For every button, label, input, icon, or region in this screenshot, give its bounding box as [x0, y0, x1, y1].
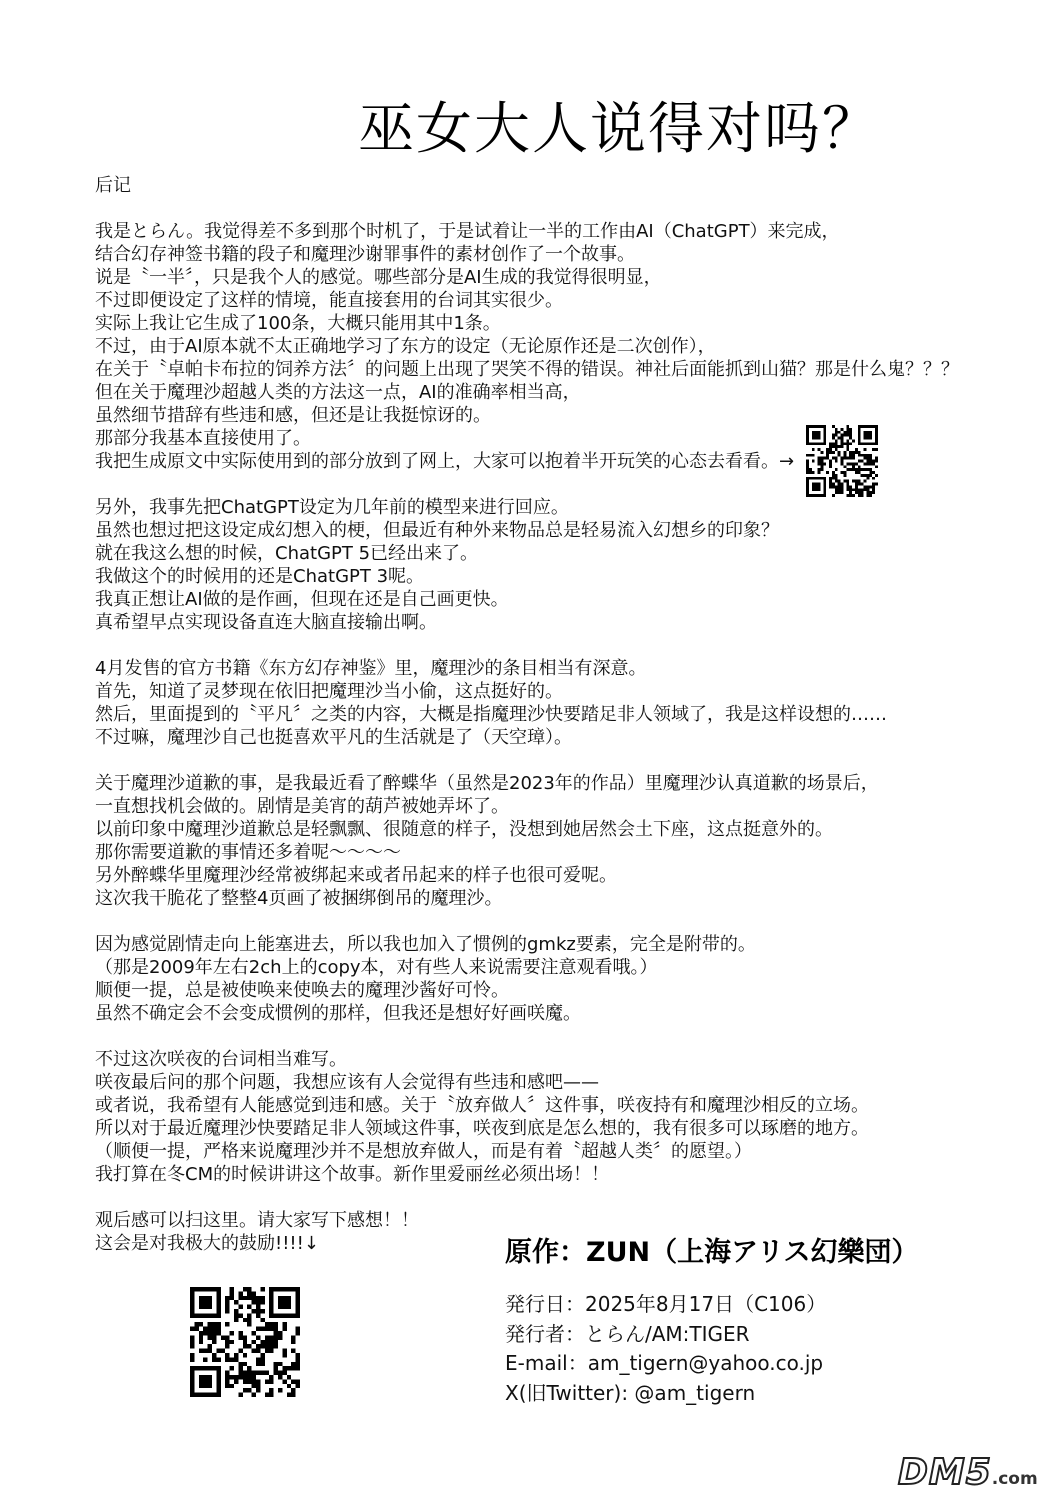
afterword-paragraph — [95, 933, 959, 1025]
text-line: 我做这个的时候用的还是ChatGPT 3呢。 — [95, 566, 425, 587]
text-line: 关于魔理沙道歉的事，是我最近看了醉蝶华（虽然是2023年的作品）里魔理沙认真道歉的场景后， — [95, 773, 879, 794]
qr-code-icon[interactable] — [190, 1287, 300, 1397]
text-line: 4月发售的官方书籍《东方幻存神鉴》里，魔理沙的条目相当有深意。 — [95, 658, 647, 679]
afterword-paragraph — [95, 772, 959, 910]
qr-code-icon[interactable] — [806, 425, 878, 497]
text-line: 我把生成原文中实际使用到的部分放到了网上，大家可以抱着半开玩笑的心态去看看。→ — [95, 451, 795, 472]
afterword — [95, 174, 959, 1278]
qr-code-graphic — [190, 1287, 300, 1397]
text-line: 以前印象中魔理沙道歉总是轻飘飘、很随意的样子，没想到她居然会土下座，这点挺意外的。 — [95, 819, 833, 840]
text-line: 就在我这么想的时候，ChatGPT 5已经出来了。 — [95, 543, 479, 564]
twitter-handle: X(旧Twitter): @am_tigern — [505, 1380, 756, 1405]
text-line: 首先，知道了灵梦现在依旧把魔理沙当小偷，这点挺好的。 — [95, 681, 563, 702]
text-line: 不过嘛，魔理沙自己也挺喜欢平凡的生活就是了（天空璋）。 — [95, 727, 572, 748]
afterword-heading: 后记 — [95, 175, 131, 196]
qr-code-graphic — [806, 425, 878, 497]
watermark-brand: DM5 — [898, 1452, 992, 1493]
text-line: 不过即便设定了这样的情境，能直接套用的台词其实很少。 — [95, 290, 563, 311]
original-work-credit: 原作：ZUN（上海アリス幻樂団） — [505, 1237, 919, 1268]
text-line: 在关于〝卓帕卡布拉的饲养方法〞的问题上出现了哭笑不得的错误。神社后面能抓到山猫？那是什么鬼？？？ — [95, 359, 959, 380]
afterword-paragraph — [95, 1048, 959, 1186]
text-line: 虽然细节措辞有些违和感，但还是让我挺惊讶的。 — [95, 405, 491, 426]
text-line: 咲夜最后问的那个问题，我想应该有人会觉得有些违和感吧—— — [95, 1072, 599, 1093]
text-line: 顺便一提，总是被使唤来使唤去的魔理沙酱好可怜。 — [95, 980, 509, 1001]
text-line: 那你需要道歉的事情还多着呢～～～～ — [95, 842, 401, 863]
text-line: 但在关于魔理沙超越人类的方法这一点，AI的准确率相当高， — [95, 382, 581, 403]
text-line: 所以对于最近魔理沙快要踏足非人领域这件事，咲夜到底是怎么想的，我有很多可以琢磨的地方。 — [95, 1118, 869, 1139]
text-line: 一直想找机会做的。剧情是美宵的葫芦被她弄坏了。 — [95, 796, 509, 817]
site-watermark — [898, 1452, 1038, 1493]
text-line: 我是とらん。我觉得差不多到那个时机了，于是试着让一半的工作由AI（ChatGPT）来完成， — [95, 221, 840, 242]
text-line: 不过这次咲夜的台词相当难写。 — [95, 1049, 347, 1070]
text-line: 然后，里面提到的〝平凡〞之类的内容，大概是指魔理沙快要踏足非人领域了，我是这样设想的…… — [95, 704, 887, 725]
text-line: （那是2009年左右2ch上的copy本，对有些人来说需要注意观看哦。） — [95, 957, 658, 978]
contact-email: E-mail：am_tigern@yahoo.co.jp — [505, 1351, 824, 1375]
text-line: 虽然也想过把这设定成幻想入的梗，但最近有种外来物品总是轻易流入幻想乡的印象？ — [95, 520, 779, 541]
afterword-paragraph — [95, 657, 959, 749]
text-line: 我打算在冬CM的时候讲讲这个故事。新作里爱丽丝必须出场！！ — [95, 1164, 610, 1185]
afterword-paragraph — [95, 496, 959, 634]
text-line: 说是〝一半〞，只是我个人的感觉。哪些部分是AI生成的我觉得很明显， — [95, 267, 662, 288]
publish-date: 発行日：2025年8月17日（C106） — [505, 1292, 827, 1316]
text-line: 真希望早点实现设备直连大脑直接输出啊。 — [95, 612, 437, 633]
text-line: 观后感可以扫这里。请大家写下感想！！ — [95, 1210, 419, 1231]
watermark-suffix: .com — [991, 1469, 1038, 1489]
page-title: 巫女大人说得对吗？ — [358, 97, 880, 162]
text-line: 这会是对我极大的鼓励!!!!↓ — [95, 1233, 319, 1254]
text-line: 不过，由于AI原本就不太正确地学习了东方的设定（无论原作还是二次创作）， — [95, 336, 716, 357]
text-line: 另外醉蝶华里魔理沙经常被绑起来或者吊起来的样子也很可爱呢。 — [95, 865, 617, 886]
text-line: 那部分我基本直接使用了。 — [95, 428, 311, 449]
text-line: （顺便一提，严格来说魔理沙并不是想放弃做人，而是有着〝超越人类〞的愿望。） — [95, 1141, 752, 1162]
text-line: 我真正想让AI做的是作画，但现在还是自己画更快。 — [95, 589, 509, 610]
text-line: 结合幻存神签书籍的段子和魔理沙谢罪事件的素材创作了一个故事。 — [95, 244, 635, 265]
text-line: 或者说，我希望有人能感觉到违和感。关于〝放弃做人〞这件事，咲夜持有和魔理沙相反的立场。 — [95, 1095, 869, 1116]
text-line: 实际上我让它生成了100条，大概只能用其中1条。 — [95, 313, 501, 334]
text-line: 另外，我事先把ChatGPT设定为几年前的模型来进行回应。 — [95, 497, 569, 518]
text-line: 这次我干脆花了整整4页画了被捆绑倒吊的魔理沙。 — [95, 888, 503, 909]
publisher: 発行者：とらん/AM:TIGER — [505, 1321, 750, 1346]
publication-info — [505, 1290, 826, 1408]
text-line: 虽然不确定会不会变成惯例的那样，但我还是想好好画咲魔。 — [95, 1003, 581, 1024]
text-line: 因为感觉剧情走向上能塞进去，所以我也加入了惯例的gmkz要素，完全是附带的。 — [95, 934, 756, 955]
